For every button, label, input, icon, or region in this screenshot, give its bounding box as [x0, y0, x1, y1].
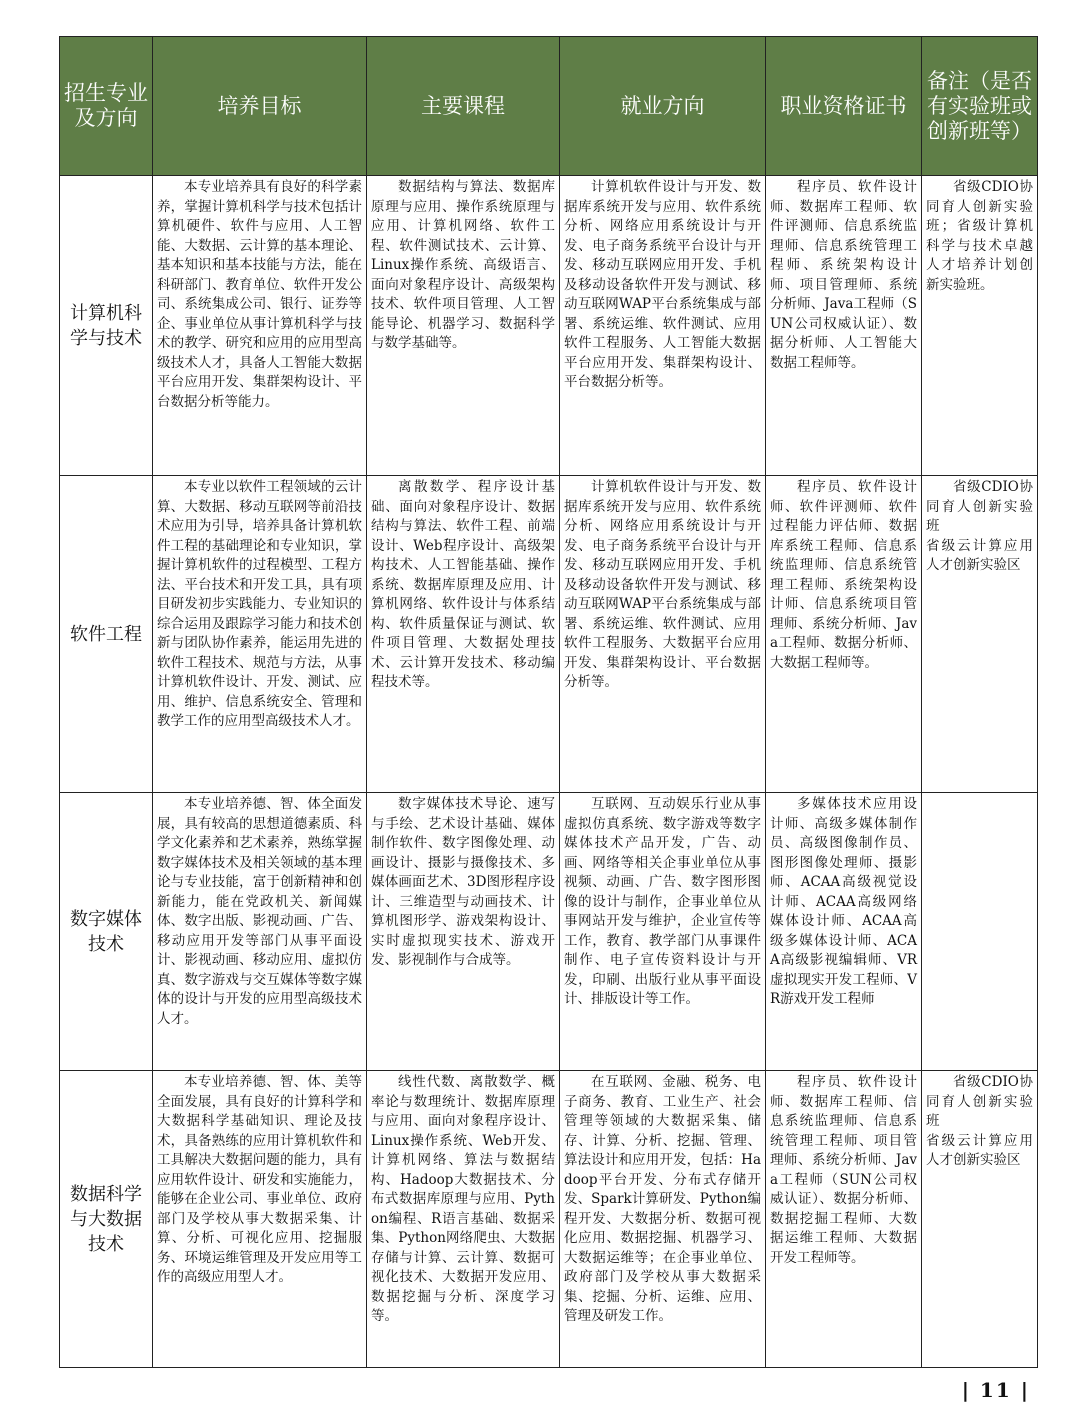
header-notes: 备注（是否有实验班或创新班等） — [922, 37, 1038, 176]
program-table — [59, 36, 1038, 1368]
cell-major: 计算机科学与技术 — [60, 176, 153, 476]
cell-courses: 离散数学、程序设计基础、面向对象程序设计、数据结构与算法、软件工程、前端设计、Web程序设计、高级架构技术、人工智能基础、操作系统、数据库原理及应用、计算机网络、软件设计与体系结构、软件质量保证与测试、软件项目管理、大数据处理技术、云计算开发技术、移动编程技术等。 — [367, 476, 560, 793]
cell-goal: 本专业培养具有良好的科学素养，掌握计算机科学与技术包括计算机硬件、软件与应用、人工智能、大数据、云计算的基本理论、基本知识和基本技能与方法，能在科研部门、教育单位、软件开发公司、系统集成公司、银行、证券等企、事业单位从事计算机科学与技术的教学、研究和应用的应用型高级技术人才，具备人工智能大数据平台应用开发、集群架构设计、平台数据分析等能力。 — [153, 176, 367, 476]
header-major: 招生专业及方向 — [60, 37, 153, 176]
cell-employment: 互联网、互动娱乐行业从事虚拟仿真系统、数字游戏等数字媒体技术产品开发，广告、动画、网络等相关企事业单位从事视频、动画、广告、数字图形图像的设计与制作，企事业单位从事网站开发与维护，企业宣传等工作，教育、教学部门从事课件制作、电子宣传资料设计与开发，印刷、出版行业从事平面设计、排版设计等工作。 — [560, 793, 766, 1071]
cell-certificates: 程序员、软件设计师、软件评测师、软件过程能力评估师、数据库系统工程师、信息系统监理师、信息系统管理工程师、系统架构设计师、信息系统项目管理师、系统分析师、Java工程师、数据分析师、大数据工程师等。 — [766, 476, 922, 793]
cell-certificates: 多媒体技术应用设计师、高级多媒体制作员、高级图像制作员、图形图像处理师、摄影师、ACAA高级视觉设计师、ACAA高级网络媒体设计师、ACAA高级多媒体设计师、ACAA高级影视编辑师、VR虚拟现实开发工程师、VR游戏开发工程师 — [766, 793, 922, 1071]
cell-employment: 计算机软件设计与开发、数据库系统开发与应用、软件系统分析、网络应用系统设计与开发、电子商务系统平台设计与开发、移动互联网应用开发、手机及移动设备软件开发与测试、移动互联网WAP平台系统集成与部署、系统运维、软件测试、应用软件工程服务、大数据平台应用开发、集群架构设计、平台数据分析等。 — [560, 476, 766, 793]
cell-courses: 数字媒体技术导论、速写与手绘、艺术设计基础、媒体制作软件、数字图像处理、动画设计、摄影与摄像技术、多媒体画面艺术、3D图形程序设计、三维造型与动画技术、计算机图形学、游戏架构设计、实时虚拟现实技术、游戏开发、影视制作与合成等。 — [367, 793, 560, 1071]
cell-notes: 省级CDIO协同育人创新实验班 省级云计算应用人才创新实验区 — [922, 1071, 1038, 1368]
page-number: | 11 | — [961, 1378, 1030, 1402]
table-row — [60, 1071, 1038, 1368]
cell-courses: 数据结构与算法、数据库原理与应用、操作系统原理与应用、计算机网络、软件工程、软件测试技术、云计算、Linux操作系统、高级语言、面向对象程序设计、高级架构技术、软件项目管理、人工智能导论、机器学习、数据科学与数学基础等。 — [367, 176, 560, 476]
cell-certificates: 程序员、软件设计师、数据库工程师、信息系统监理师、信息系统管理工程师、项目管理师、系统分析师、Java工程师（SUN公司权威认证）、数据分析师、数据挖掘工程师、大数据运维工程师、大数据开发工程师等。 — [766, 1071, 922, 1368]
cell-courses: 线性代数、离散数学、概率论与数理统计、数据库原理与应用、面向对象程序设计、Linux操作系统、Web开发、计算机网络、算法与数据结构、Hadoop大数据技术、分布式数据库原理与应用、Python编程、R语言基础、数据采集、Python网络爬虫、大数据存储与计算、云计算、数据可视化技术、大数据开发应用、数据挖掘与分析、深度学习等。 — [367, 1071, 560, 1368]
cell-notes: 省级CDIO协同育人创新实验班；省级计算机科学与技术卓越人才培养计划创新实验班。 — [922, 176, 1038, 476]
cell-goal: 本专业培养德、智、体、美等全面发展，具有良好的计算科学和大数据科学基础知识、理论及技术，具备熟练的应用计算机软件和工具解决大数据问题的能力，具有应用软件设计、研发和实施能力，能够在企业公司、事业单位、政府部门及学校从事大数据采集、计算、分析、可视化应用、挖掘服务、环境运维管理及开发应用等工作的高级应用型人才。 — [153, 1071, 367, 1368]
cell-employment: 计算机软件设计与开发、数据库系统开发与应用、软件系统分析、网络应用系统设计与开发、电子商务系统平台设计与开发、移动互联网应用开发、手机及移动设备软件开发与测试、移动互联网WAP平台系统集成与部署、系统运维、软件测试、应用软件工程服务、人工智能大数据平台应用开发、集群架构设计、平台数据分析等。 — [560, 176, 766, 476]
cell-major: 软件工程 — [60, 476, 153, 793]
cell-notes — [922, 793, 1038, 1071]
header-certificates: 职业资格证书 — [766, 37, 922, 176]
table-row — [60, 476, 1038, 793]
table-header-row — [60, 37, 1038, 176]
header-employment: 就业方向 — [560, 37, 766, 176]
cell-goal: 本专业培养德、智、体全面发展，具有较高的思想道德素质、科学文化素养和艺术素养，熟练掌握数字媒体技术及相关领域的基本理论与专业技能，富于创新精神和创新能力，能在党政机关、新闻媒体、数字出版、影视动画、广告、移动应用开发等部门从事平面设计、影视动画、移动应用、虚拟仿真、数字游戏与交互媒体等数字媒体的设计与开发的应用型高级技术人才。 — [153, 793, 367, 1071]
table-row — [60, 793, 1038, 1071]
header-courses: 主要课程 — [367, 37, 560, 176]
cell-notes: 省级CDIO协同育人创新实验班 省级云计算应用人才创新实验区 — [922, 476, 1038, 793]
cell-major: 数字媒体技术 — [60, 793, 153, 1071]
cell-major: 数据科学与大数据技术 — [60, 1071, 153, 1368]
table-row — [60, 176, 1038, 476]
cell-goal: 本专业以软件工程领域的云计算、大数据、移动互联网等前沿技术应用为引导，培养具备计算机软件工程的基础理论和专业知识，掌握计算机软件的过程模型、工程方法、平台技术和开发工具，具有项目研发初步实践能力、专业知识的综合运用及跟踪学习能力和技术创新与团队协作素养，能运用先进的软件工程技术、规范与方法，从事计算机软件设计、开发、测试、应用、维护、信息系统安全、管理和教学工作的应用型高级技术人才。 — [153, 476, 367, 793]
cell-employment: 在互联网、金融、税务、电子商务、教育、工业生产、社会管理等领域的大数据采集、储存、计算、分析、挖掘、管理、算法设计和应用开发，包括：Hadoop平台开发、分布式存储开发、Spark计算研发、Python编程开发、大数据分析、数据可视化应用、数据挖掘、机器学习、大数据运维等；在企事业单位、政府部门及学校从事大数据采集、挖掘、分析、运维、应用、管理及研发工作。 — [560, 1071, 766, 1368]
header-goal: 培养目标 — [153, 37, 367, 176]
cell-certificates: 程序员、软件设计师、数据库工程师、软件评测师、信息系统监理师、信息系统管理工程师、系统架构设计师、项目管理师、系统分析师、Java工程师（SUN公司权威认证）、数据分析师、人工智能大数据工程师等。 — [766, 176, 922, 476]
